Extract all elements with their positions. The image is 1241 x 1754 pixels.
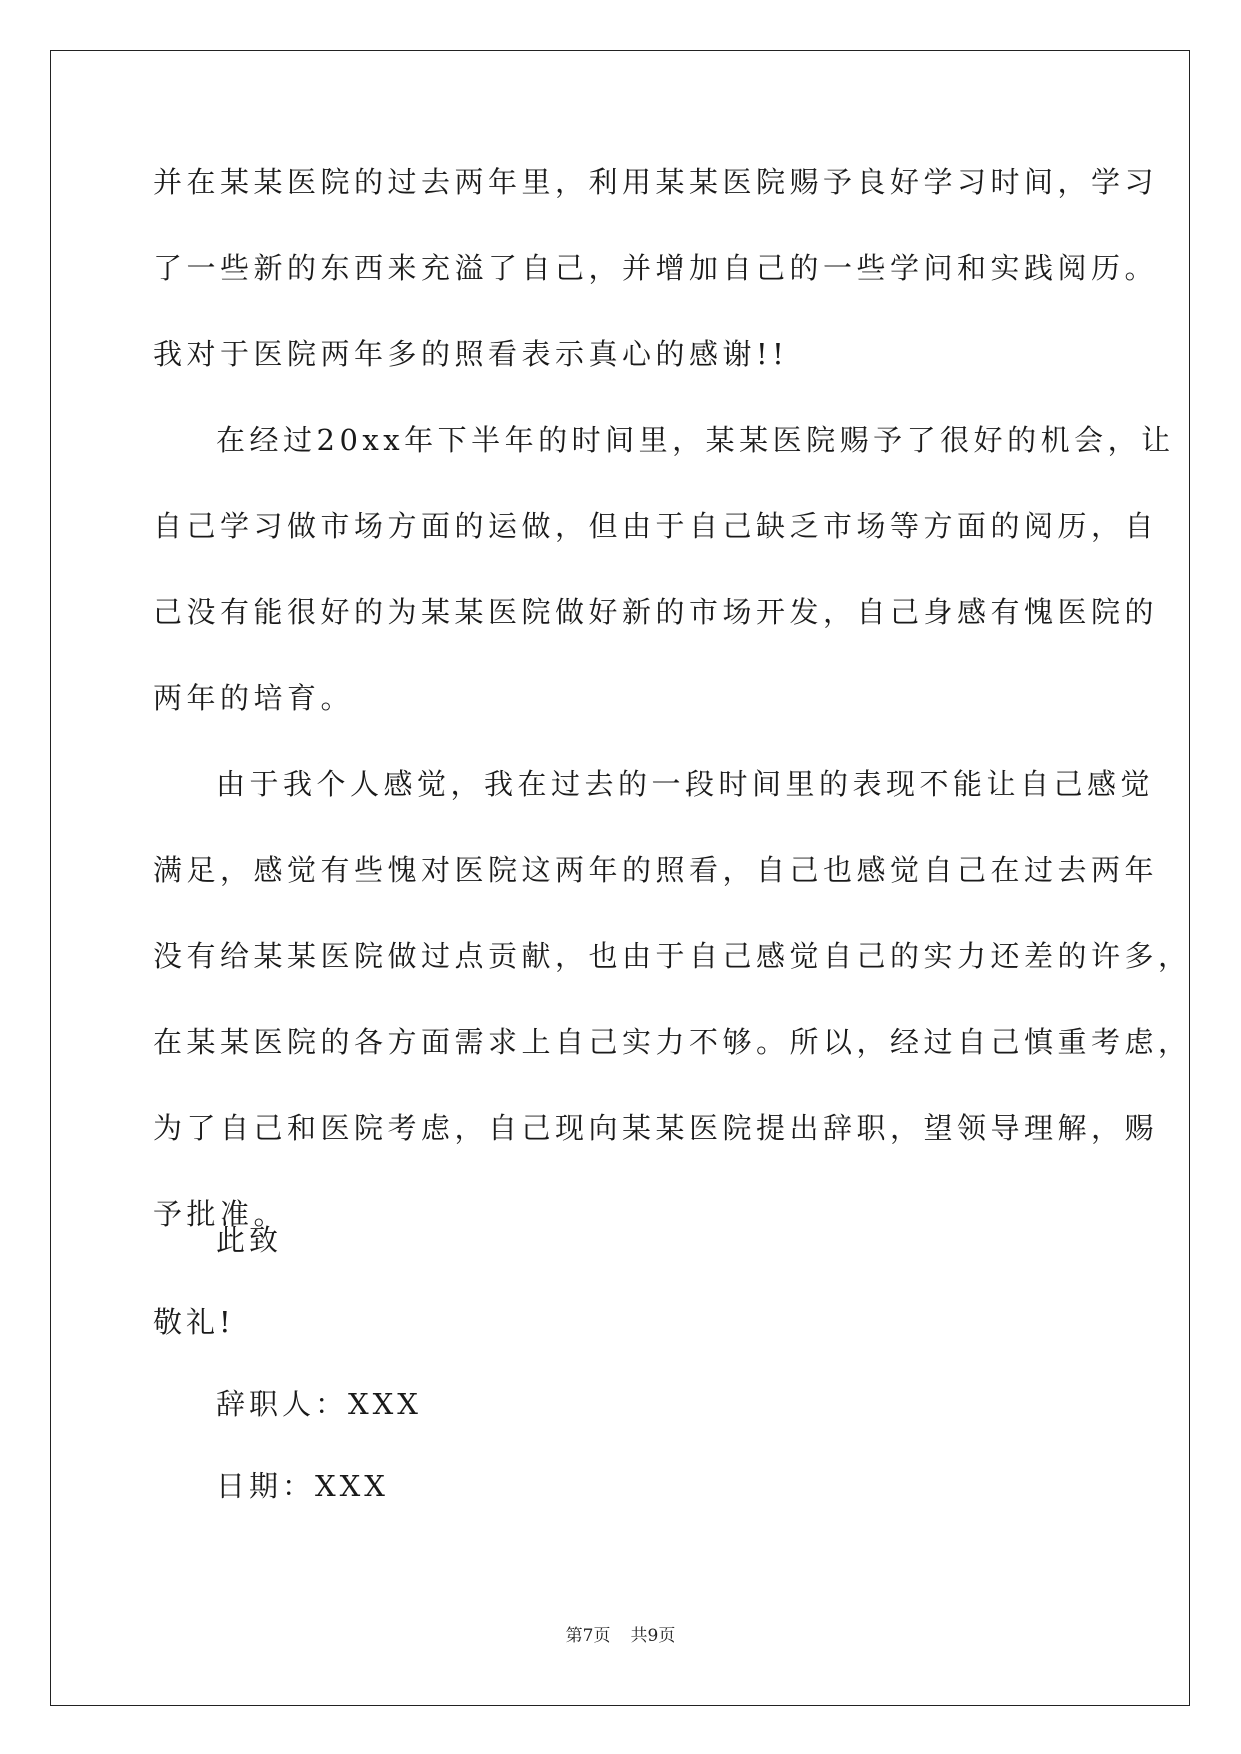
letter-body: [153, 162, 1192, 1280]
paragraph-line: 己没有能很好的为某某医院做好新的市场开发，自己身感有愧医院的: [153, 595, 1159, 629]
paragraph-line: 为了自己和医院考虑，自己现向某某医院提出辞职，望领导理解，赐: [153, 1111, 1159, 1145]
page-footer: [0, 1624, 1241, 1648]
page-number-current: 第7页: [565, 1626, 611, 1646]
paragraph-line: 并在某某医院的过去两年里，利用某某医院赐予良好学习时间，学习: [153, 165, 1159, 199]
closing-regards: 敬礼!: [153, 1305, 235, 1339]
paragraph-line: 予批准。: [153, 1197, 288, 1231]
paragraph-line: 了一些新的东西来充溢了自己，并增加自己的一些学问和实践阅历。: [153, 251, 1159, 285]
paragraph-line: 没有给某某医院做过点贡献，也由于自己感觉自己的实力还差的许多，: [153, 939, 1192, 973]
paragraph-line: 由于我个人感觉，我在过去的一段时间里的表现不能让自己感觉: [216, 767, 1155, 801]
paragraph-line: 两年的培育。: [153, 681, 355, 715]
resigner-line: 辞职人：XXX: [216, 1387, 422, 1421]
paragraph-line: 自己学习做市场方面的运做，但由于自己缺乏市场等方面的阅历，自: [153, 509, 1159, 543]
paragraph-line: 满足，感觉有些愧对医院这两年的照看，自己也感觉自己在过去两年: [153, 853, 1159, 887]
date-line: 日期：XXX: [216, 1469, 389, 1503]
paragraph-line: 在某某医院的各方面需求上自己实力不够。所以，经过自己慎重考虑，: [153, 1025, 1192, 1059]
page-number-total: 共9页: [630, 1626, 676, 1646]
paragraph-line: 我对于医院两年多的照看表示真心的感谢!!: [153, 337, 789, 371]
closing-salutation: 此致: [216, 1223, 283, 1257]
paragraph-line: 在经过20xx年下半年的时间里，某某医院赐予了很好的机会，让: [216, 423, 1175, 457]
